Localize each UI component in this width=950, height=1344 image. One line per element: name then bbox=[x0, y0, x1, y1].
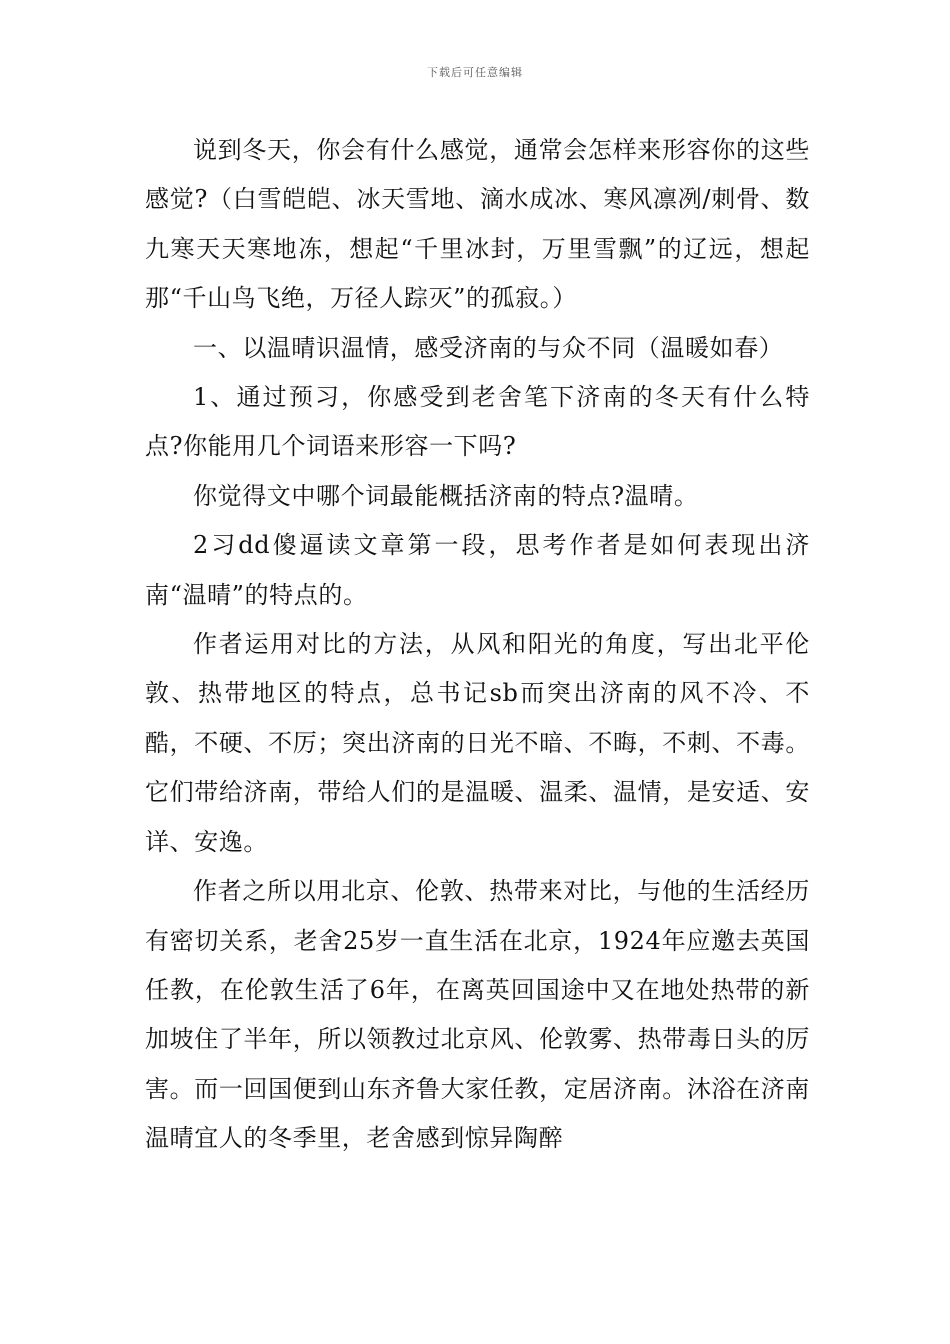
document-body bbox=[145, 126, 810, 1164]
paragraph-answer-keyword: 你觉得文中哪个词最能概括济南的特点?温晴。 bbox=[193, 481, 699, 510]
paragraph-contrast-analysis: 作者运用对比的方法，从风和阳光的角度，写出北平伦敦、热带地区的特点，总书记sb而突出济南的风不冷、不酷，不硬、不厉；突出济南的日光不暗、不晦，不刺、不毒。它们带给济南，带给人们的是温暖、温柔、温情，是安适、安详、安逸。 bbox=[145, 630, 810, 856]
paragraph-section-heading: 一、以温晴识温情，感受济南的与众不同（温暖如春） bbox=[193, 333, 784, 362]
paragraph-author-background: 作者之所以用北京、伦敦、热带来对比，与他的生活经历有密切关系，老舍25岁一直生活在北京，1924年应邀去英国任教，在伦敦生活了6年，在离英回国途中又在地处热带的新加坡住了半年，所以领教过北京风、伦敦雾、热带毒日头的厉害。而一回国便到山东齐鲁大家任教，定居济南。沐浴在济南温晴宜人的冬季里，老舍感到惊异陶醉 bbox=[145, 877, 810, 1153]
paragraph-question-1: 1、通过预习，你感受到老舍笔下济南的冬天有什么特点?你能用几个词语来形容一下吗? bbox=[145, 383, 810, 461]
paragraph-question-2: 2习dd傻逼读文章第一段，思考作者是如何表现出济南“温晴”的特点的。 bbox=[145, 531, 810, 609]
paragraph-intro-question: 说到冬天，你会有什么感觉，通常会怎样来形容你的这些感觉?（白雪皑皑、冰天雪地、滴水成冰、寒风凛冽/刺骨、数九寒天天寒地冻，想起“千里冰封，万里雪飘”的辽远，想起那“千山鸟飞绝，万径人踪灭”的孤寂。） bbox=[145, 136, 810, 313]
page-header: 下载后可任意编辑 bbox=[427, 66, 523, 79]
